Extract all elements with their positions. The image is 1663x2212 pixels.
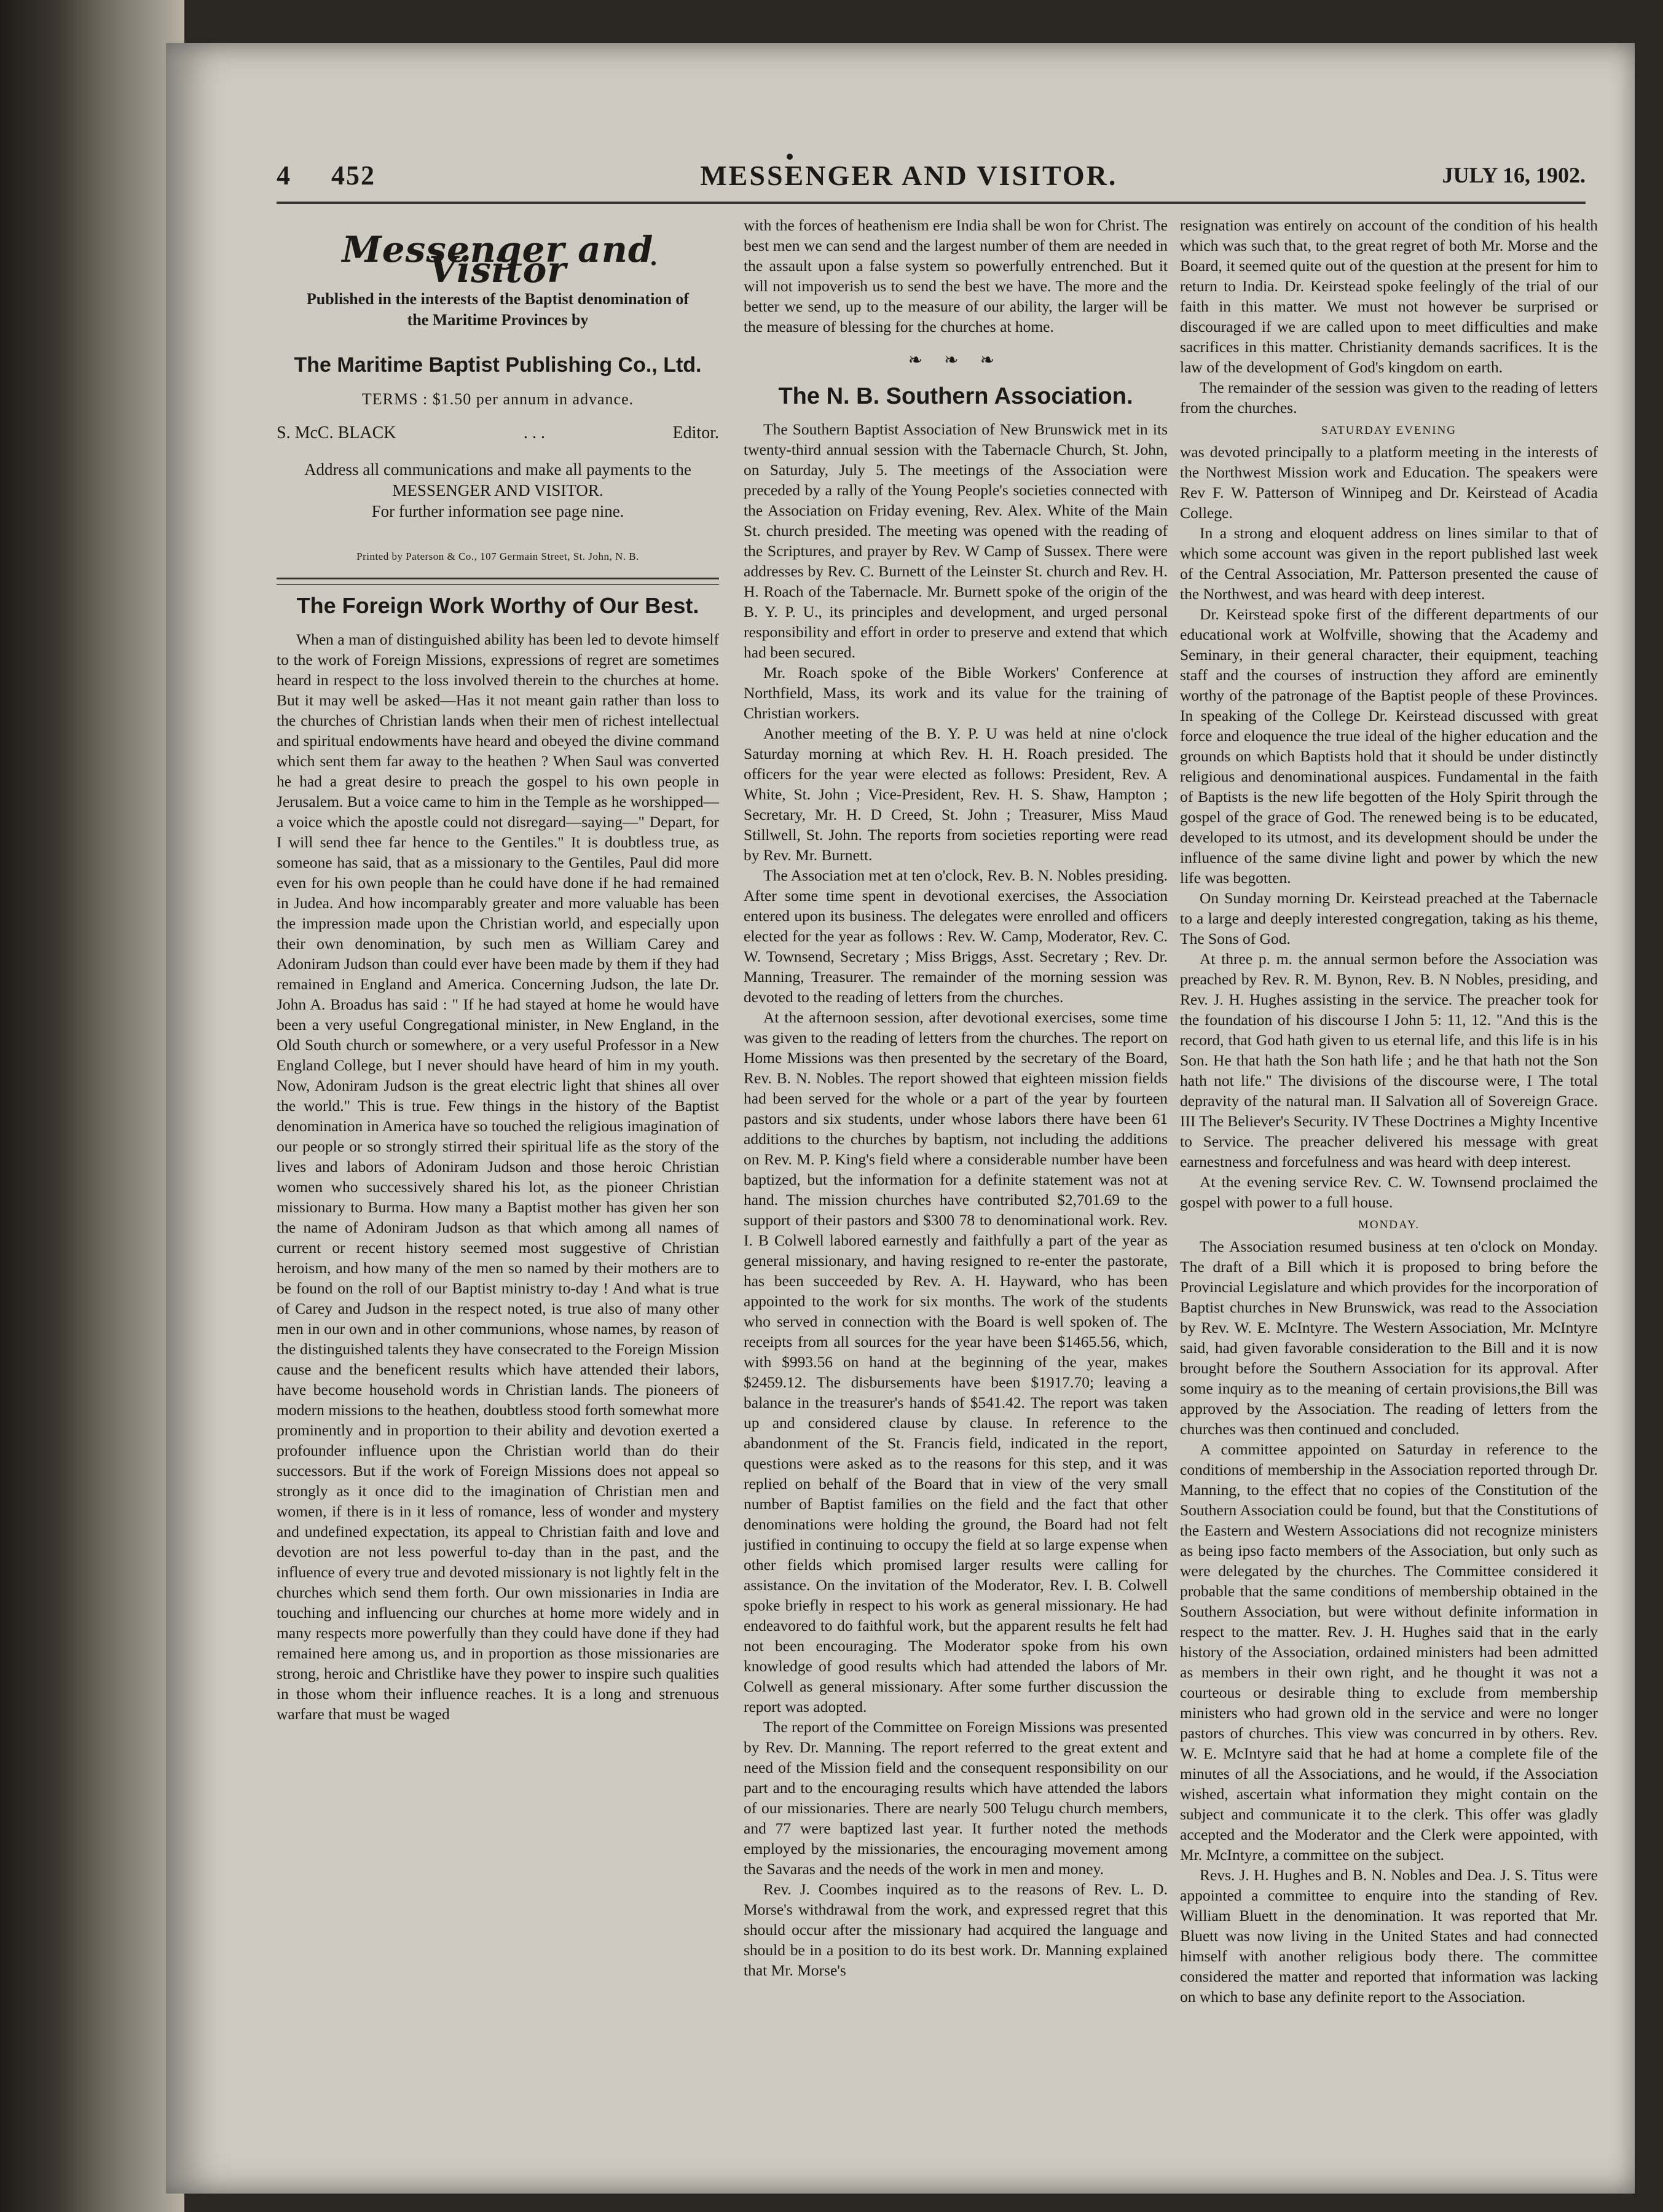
editor-dots: . . . [524, 423, 545, 442]
editor-name: S. McC. BLACK [277, 423, 396, 442]
masthead-title: Messenger and Visitor [342, 229, 654, 291]
report-continuation: resignation was entirely on account of the condition of his health which was such that, to the great regret of both Mr. Morse and the Board, it seemed quite out of the question at the present for him to return to India. Dr. Keirstead spoke feelingly of the trial of our faith in this matter. We must not however be surprised or discouraged if we are called upon to meet difficulties and make sacrifices in this matter. Christianity demands sacrifices. It is the law of the development of God's kingdom on earth. [1180, 216, 1598, 376]
printer-credit: Printed by Paterson & Co., 107 Germain Street, St. John, N. B. [356, 551, 639, 562]
subhead-saturday-evening: SATURDAY EVENING [1321, 424, 1457, 437]
report-paragraph: Mr. Roach spoke of the Bible Workers' Conference at Northfield, Mass, its work and its value for the training of Christian workers. [744, 664, 1168, 722]
address-line-1: Address all communications and make all payments to the MESSENGER AND VISITOR. [304, 460, 691, 500]
report-paragraph: was devoted principally to a platform meeting in the interests of the Northwest Mission work and Education. The speakers were Rev F. W. Patterson of Winnipeg and Dr. Keirstead of Acadia College. [1180, 443, 1598, 522]
page-marker: 4 [277, 160, 291, 190]
report-paragraph: At the afternoon session, after devotional exercises, some time was given to the reading of letters from the churches. The report on Home Missions was then presented by the secretary of the Board, Rev. B. N. Nobles. The report showed that eighteen mission fields had been served for the whole or a part of the year by fourteen pastors and six students, under whose labors there have been 61 additions to the churches by baptism, not including the additions on Rev. M. P. King's field where a considerable number have been baptized, but the information for a definite statement was not at hand. The mission churches have contributed $2,701.69 to the support of their pastors and $300 78 to denominational work. Rev. I. B Colwell labored earnestly and faithfully a part of the year as general missionary, and having resigned to re-enter the pastorate, has been succeeded by Rev. A. H. Hayward, who has been appointed to the work for six months. The work of the students who served in connection with the Board is well spoken of. The receipts from all sources for the year have been $1465.56, which, with $993.56 on hand at the beginning of the year, makes $2459.12. The disbursements have been $1917.70; leaving a balance in the treasurer's hands of $541.42. The report was taken up and considered clause by clause. In reference to the abandonment of the St. Francis field, indicated in the report, questions were asked as to the reasons for this step, and it was replied on behalf of the Board that in view of the very small number of Baptist families on the field and the fact that other denominations were holding the ground, the Board had not felt justified in continuing to occupy the field at so large expense when other fields which promised larger results were calling for assistance. On the invitation of the Moderator, Rev. I. B. Colwell spoke briefly in respect to his work as general missionary. He had endeavored to do faithful work, but the apparent results he felt had not been encouraging. The Moderator spoke from his own knowledge of good results which had attended the labors of Mr. Colwell as general missionary. After some further discussion the report was adopted. [744, 1008, 1168, 1716]
book-page-edges [0, 0, 184, 2212]
report-paragraph: The Association met at ten o'clock, Rev. B. N. Nobles presiding. After some time spent in devotional exercises, the Association entered upon its business. The delegates were enrolled and officers elected for the year as follows : Rev. W. Camp, Moderator, Rev. C. W. Townsend, Secretary ; Miss Briggs, Asst. Secretary ; Rev. Dr. Manning, Treasurer. The remainder of the morning session was devoted to the reading of letters from the churches. [744, 866, 1168, 1006]
report-paragraph: The report of the Committee on Foreign Missions was presented by Rev. Dr. Manning. The report referred to the great extent and need of the Mission field and the consequent responsibility on our part and to the encouraging results which have attended the labors of our missionaries. There are nearly 500 Telugu church members, and 77 were baptized last year. It further noted the methods employed by the missionaries, the encouraging movement among the Savaras and the needs of the work in men and money. [744, 1718, 1168, 1878]
editor-line [277, 423, 719, 443]
section-ornament: ❧ ❧ ❧ [908, 351, 1004, 370]
page-number-value: 452 [331, 160, 375, 190]
paper-title: MESSENGER AND VISITOR. [700, 159, 1118, 191]
report-paragraph: At the evening service Rev. C. W. Townsend proclaimed the gospel with power to a full house. [1180, 1173, 1598, 1211]
report-paragraph: Rev. J. Coombes inquired as to the reasons of Rev. L. D. Morse's withdrawal from the work, and expressed regret that this should occur after the missionary had acquired the language and should be in a position to do its best work. Dr. Manning explained that Mr. Morse's [744, 1880, 1168, 1979]
masthead-intro: Published in the interests of the Baptist denomination of the Maritime Provinces by [306, 290, 690, 329]
subscription-terms: TERMS : $1.50 per annum in advance. [361, 390, 634, 408]
issue-date: JULY 16, 1902. [1442, 163, 1586, 187]
header-rule [277, 202, 1586, 204]
report-paragraph: The Association resumed business at ten o'clock on Monday. The draft of a Bill which it is proposed to bring before the Provincial Legislature and which provides for the incorporation of Baptist churches in New Brunswick, was read to the Association by Rev. W. E. McIntyre. The Western Association, Mr. McIntyre said, had given favorable consideration to the Bill and it is now brought before the Southern Association for its approval. After some inquiry as to the meaning of certain provisions,the Bill was approved by the Association. The reading of letters from the churches was then continued and concluded. [1180, 1237, 1598, 1438]
article-paragraph: When a man of distinguished ability has been led to devote himself to the work of Foreign Missions, expressions of regret are sometimes heard in respect to the loss involved therein to the churches at home. But it may well be asked—Has it not meant gain rather than loss to the churches of Christian lands when their men of richest intellectual and spiritual endowments have heard and obeyed the divine command which sent them far away to the heathen ? When Saul was converted he had a great desire to preach the gospel to his own people in Jerusalem. But a voice came to him in the Temple as he worshipped—a voice which the apostle could not disregard—saying—" Depart, for I will send thee far hence to the Gentiles." It is doubtless true, as someone has said, that as a missionary to the Gentiles, Paul did more even for his own people than he could have done if he had remained in Judea. And how incomparably greater and more valuable has been the impression made upon the Christian world, and especially upon their own denomination, by such men as William Carey and Adoniram Judson than could ever have been made by them if they had remained in England and America. Concerning Judson, the late Dr. John A. Broadus has said : " If he had stayed at home he would have been a very useful Congregational minister, in New England, in the Old South church or somewhere, or a very useful Professor in a New England College, but I never should have heard of him in my youth. Now, Adoniram Judson is the great electric light that shines all over the world." This is true. Few things in the history of the Baptist denomination in America have so touched the religious imagination of our people or so strongly stirred their spiritual life as the story of the lives and labors of Adoniram Judson and those heroic Christian women who successively shared his lot, as the pioneer Christian missionary to Burma. How many a Baptist mother has given her son the name of Adoniram Judson as that which among all names of current or recent history seemed most suggestive of Christian heroism, and how many of the men so named by their mothers are to be found on the roll of our Baptist ministry to-day ! And what is true of Carey and Judson in the respect noted, is true also of many other men in our own and in other communions, whose names, by reason of the distinguished talents they have consecrated to the Foreign Mission cause and the beneficent results which have attended their labors, have become household words in Christian lands. The pioneers of modern missions to the heathen, doubtless stood forth somewhat more prominently and in proportion to their ability and devotion exerted a profounder influence upon the Christian world than do their successors. But if the work of Foreign Missions does not appeal so strongly as it once did to the imagination of Christian men and women, if there is in it less of romance, less of wonder and mystery and undefined expectation, its appeal to Christian faith and love and devotion are not less powerful to-day than in the past, and the influence of every true and devoted missionary is not lightly felt in the churches which send them forth. Our own missionaries in India are touching and influencing our churches at home more widely and in many respects more powerfully than they could have done if they had remained here among us, and in proportion as those missionaries are strong, heroic and Christlike have they power to inspire such qualities in those whom their influence reaches. It is a long and strenuous warfare that must be waged [277, 630, 719, 1723]
page-number [277, 160, 375, 191]
report-paragraph: Revs. J. H. Hughes and B. N. Nobles and Dea. J. S. Titus were appointed a committee to enquire into the standing of Rev. William Bluett in the denomination. It was reported that Mr. Bluett was now living in the United States and had connected himself with another religious body there. The committee considered the matter and reported that information was lacking on which to base any definite report to the Association. [1180, 1866, 1598, 2006]
report-paragraph: Another meeting of the B. Y. P. U was held at nine o'clock Saturday morning at which Rev. H. H. Roach presided. The officers for the year were elected as follows: President, Rev. A White, St. John ; Vice-President, Rev. H. S. Shaw, Hampton ; Secretary, Mr. H. D Creed, St. John ; Treasurer, Miss Maud Stillwell, St. John. The reports from societies reporting were read by Rev. Mr. Burnett. [744, 724, 1168, 864]
report-paragraph: In a strong and eloquent address on lines similar to that of which some account was given in the report published last week of the Central Association, Mr. Patterson presented the cause of the Northwest, and was heard with deep interest. [1180, 524, 1598, 603]
report-paragraph: On Sunday morning Dr. Keirstead preached at the Tabernacle to a large and deeply interested congregation, taking as his theme, The Sons of God. [1180, 889, 1598, 947]
report-paragraph: Dr. Keirstead spoke first of the different departments of our educational work at Wolfville, showing that the Academy and Seminary, in their general character, their equipment, teaching staff and the courses of instruction they afford are eminently worthy of the patronage of the Baptist people of these Provinces. In speaking of the College Dr. Keirstead discussed with great force and eloquence the true ideal of the higher education and the grounds on which Baptists hold that it should be under distinctly religious and denominational auspices. Fundamental in the faith of Baptists is the new life begotten of the Holy Spirit through the gospel of the grace of God. The renewed being is to be educated, developed to its utmost, and its development should be under the influence of the same divine light and power by which the new life was begotten. [1180, 605, 1598, 887]
report-paragraph: A committee appointed on Saturday in reference to the conditions of membership in the Association reported through Dr. Manning, to the effect that no copies of the Constitution of the Southern Association could be found, but that the Constitutions of the Eastern and Western Associations did not recognize ministers as being ipso facto members of the Association, but only such as were delegated by the churches. The Committee considered it probable that the same conditions of membership obtained in the Southern Association, but were without definite information in respect to the matter. Rev. J. H. Hughes said that in the early history of the Association, ordained ministers had been admitted as members in their own right, and he thought it was not a courteous or desirable thing to exclude from membership ministers who had grown old in the service and were no longer pastors of churches. This view was concurred in by others. Rev. W. E. McIntyre said that he had at home a complete file of the minutes of all the Associations, and he would, if the Association wished, ascertain what information they might contain on the subject and communicate it to the clerk. This offer was gladly accepted and the Moderator and the Clerk were appointed, with Mr. McIntyre, a committee on the subject. [1180, 1440, 1598, 1864]
report-paragraph: At three p. m. the annual sermon before the Association was preached by Rev. R. M. Bynon, Rev. B. N Nobles, presiding, and Rev. J. H. Hughes assisting in the service. The preacher took for the foundation of his discourse I John 5: 11, 12. "And this is the record, that God hath given to us eternal life, and this life is in his Son. He that hath the Son hath life ; and he that hath not the Son hath not life." The divisions of the discourse were, I The total depravity of the natural man. II Salvation all of Sovereign Grace. III The Believer's Security. IV These Doctrines a Mighty Incentive to Service. The preacher delivered his message with great earnestness and forcefulness and was heard with deep interest. [1180, 950, 1598, 1171]
address-line-2: For further information see page nine. [371, 502, 624, 520]
masthead-rule [277, 578, 719, 585]
article-title: The Foreign Work Worthy of Our Best. [296, 593, 699, 618]
editor-role: Editor. [672, 423, 719, 442]
column-1 [277, 215, 719, 2132]
column-2 [744, 215, 1168, 2151]
section-title: The N. B. Southern Association. [778, 383, 1133, 409]
page-header [277, 154, 1586, 197]
subhead-monday: MONDAY. [1358, 1218, 1420, 1231]
report-paragraph: The Southern Baptist Association of New Brunswick met in its twenty-third annual session with the Tabernacle Church, St. John, on Saturday, July 5. The meetings of the Association were preceded by a rally of the Young People's societies connected with the Association on Friday evening, Rev. Alex. White of the Main St. church presided. The meeting was opened with the reading of the Scriptures, and prayer by Rev. W Camp of Sussex. There were addresses by Rev. C. Burnett of the Leinster St. church and Rev. H. H. Roach of the Tabernacle. Mr. Burnett spoke of the origin of the B. Y. P. U., its principles and development, and urged personal responsibility and effort in order to preserve and extend that which had been secured. [744, 420, 1168, 661]
publisher-name: The Maritime Baptist Publishing Co., Ltd. [294, 353, 702, 377]
article-continuation: with the forces of heathenism ere India shall be won for Christ. The best men we can send and the largest number of them are needed in the assault upon a false system so powerfully entrenched. But it will not impoverish us to send the best we have. The more and the better we send, up to the measure of our ability, the larger will be the measure of blessing for the churches at home. [744, 216, 1168, 335]
newspaper-page [166, 43, 1635, 2194]
report-paragraph: The remainder of the session was given to the reading of letters from the churches. [1180, 378, 1598, 417]
column-3 [1180, 215, 1598, 2151]
